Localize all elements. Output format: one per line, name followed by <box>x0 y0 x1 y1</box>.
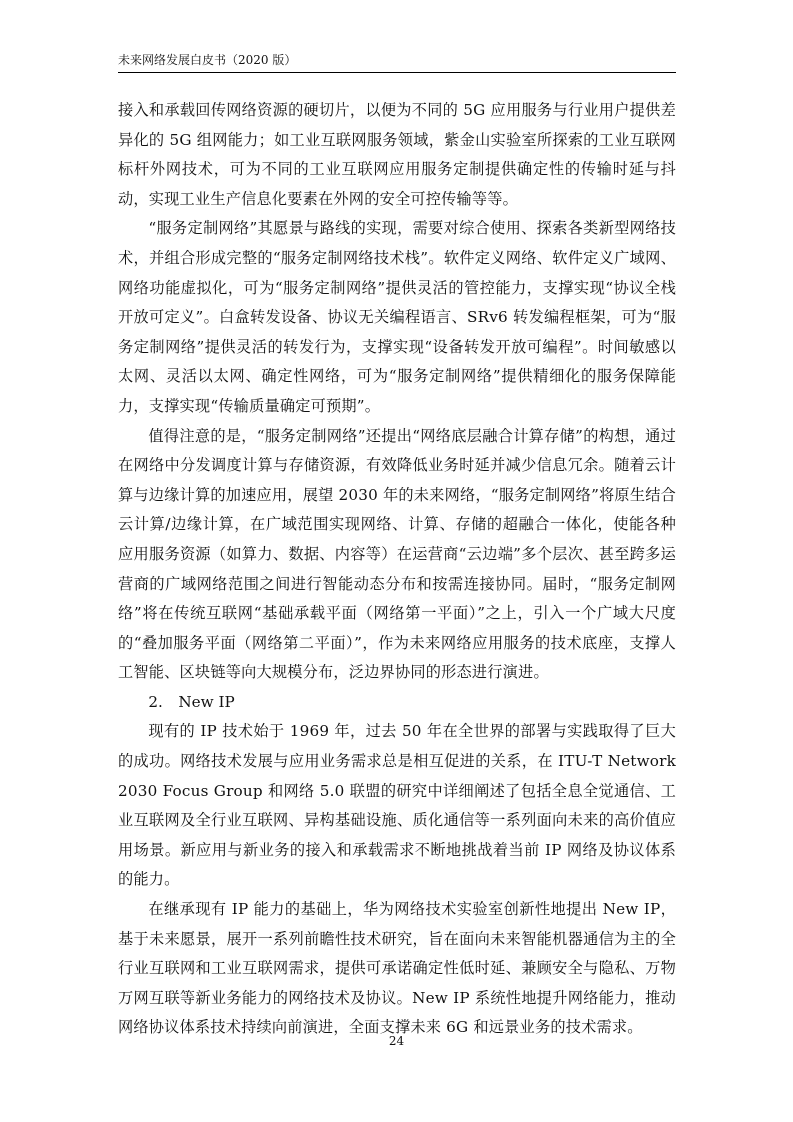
paragraph-continuation: 接入和承载回传网络资源的硬切片，以便为不同的 5G 应用服务与行业用户提供差异化的 5G 组网能力；如工业互联网服务领域，紫金山实验室所探索的工业互联网标杆外网技术，可为不同的工业互联网应用服务定制提供确定性的传输时延与抖动，实现工业生产信息化要素在外网的安全可控传输等等。 <box>118 101 676 208</box>
paragraph-service-custom-network-stack: “服务定制网络”其愿景与路线的实现，需要对综合使用、探索各类新型网络技术，并组合形成完整的“服务定制网络技术栈”。软件定义网络、软件定义广域网、网络功能虚拟化，可为“服务定制网络”提供灵活的管控能力，支撑实现“协议全栈开放可定义”。白盒转发设备、协议无关编程语言、SRv6 转发编程框架，可为“服务定制网络”提供灵活的转发行为，支撑实现“设备转发开放可编程”。时间敏感以太网、灵活以太网、确定性网络，可为“服务定制网络”提供精细化的服务保障能力，支撑实现“传输质量确定可预期”。 <box>118 219 676 415</box>
section-title: New IP <box>178 692 235 711</box>
paragraph-ip-history: 现有的 IP 技术始于 1969 年，过去 50 年在全世界的部署与实践取得了巨大的成功。网络技术发展与应用业务需求总是相互促进的关系，在 ITU-T Network 2030 Focus Group 和网络 5.0 联盟的研究中详细阐述了包括全息全觉通信、工业互联网及全行业互联网、异构基础设施、质化通信等一系列面向未来的高价值应用场景。新应用与新业务的接入和承载需求不断地挑战着当前 IP 网络及协议体系的能力。 <box>118 722 676 889</box>
paragraph-compute-storage-fusion: 值得注意的是，“服务定制网络”还提出“网络底层融合计算存储”的构想，通过在网络中分发调度计算与存储资源，有效降低业务时延并减少信息冗余。随着云计算与边缘计算的加速应用，展望 2030 年的未来网络，“服务定制网络”将原生结合云计算/边缘计算，在广域范围实现网络、计算、存储的超融合一体化，使能各种应用服务资源（如算力、数据、内容等）在运营商“云边端”多个层次、甚至跨多运营商的广域网络范围之间进行智能动态分布和按需连接协同。届时，“服务定制网络”将在传统互联网“基础承载平面（网络第一平面）”之上，引入一个广域大尺度的“叠加服务平面（网络第二平面）”，作为未来网络应用服务的技术底座，支撑人工智能、区块链等向大规模分布，泛边界协同的形态进行演进。 <box>118 426 676 682</box>
section-heading-new-ip <box>118 688 676 718</box>
page-number: 24 <box>388 1034 405 1048</box>
document-title: 未来网络发展白皮书（2020 版） <box>118 53 297 67</box>
paragraph-new-ip-proposal: 在继承现有 IP 能力的基础上，华为网络技术实验室创新性地提出 New IP，基于未来愿景，展开一系列前瞻性技术研究，旨在面向未来智能机器通信为主的全行业互联网和工业互联网需求，提供可承诺确定性低时延、兼顾安全与隐私、万物万网互联等新业务能力的网络技术及协议。New IP 系统性地提升网络能力，推动网络协议体系技术持续向前演进，全面支撑未来 6G 和远景业务的技术需求。 <box>118 900 676 1037</box>
page-body <box>118 96 676 1043</box>
section-number: 2. <box>148 692 163 711</box>
running-header <box>118 52 676 73</box>
